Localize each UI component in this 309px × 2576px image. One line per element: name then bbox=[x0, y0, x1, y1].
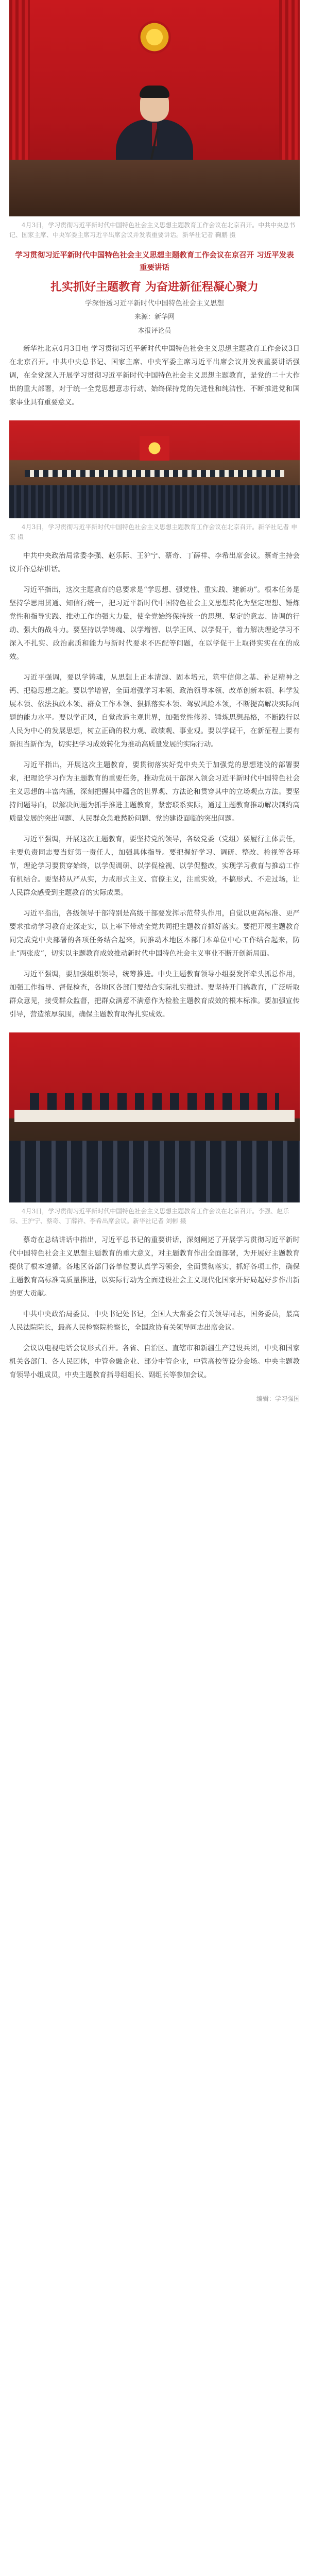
emblem-icon bbox=[140, 436, 169, 461]
paragraph: 中共中央政治局委员、中央书记处书记，全国人大常委会有关领导同志，国务委员，最高人民法院院长，最高人民检察院检察长，全国政协有关领导同志出席会议。 bbox=[9, 1310, 300, 1332]
paragraph: 习近平指出，各级领导干部特别是高级干部要发挥示范带头作用，自觉以更高标准、更严要求推动学习教育走深走实，以上率下带动全党共同把主题教育抓好落实。要把开展主题教育同完成党中央部署的各项任务结合起来，同推动本地区本部门本单位中心工作结合起来，防止“两张皮”，切实以主题教育成效推动新时代中国特色社会主义事业不断开创新局面。 bbox=[9, 909, 300, 958]
paragraph: 习近平强调，开展这次主题教育，要坚持党的领导，各级党委（党组）要履行主体责任，主要负责同志要当好第一责任人，加强具体指导。要把握好学习、调研、整改、检视等各环节，理论学习要贯穿始终，以学促调研、以学促检视、以学促整改，实现学习教育与推动工作有机结合。要坚持从严从实，力戒形式主义、官僚主义，注重实效，不搞形式、不走过场，让人民群众感受到主题教育的实际成果。 bbox=[9, 835, 300, 897]
podium-desk bbox=[9, 160, 300, 216]
emblem-icon bbox=[138, 21, 171, 54]
byline: 本报评论员 bbox=[138, 327, 171, 335]
paragraph: 习近平强调，要加强组织领导，统筹推进。中央主题教育领导小组要发挥牵头抓总作用，加强工作指导、督促检查，各地区各部门要结合实际扎实推进。要坚持开门搞教育，广泛听取群众意见，接受群众监督，把群众满意不满意作为检验主题教育成效的根本标准。要加强宣传引导，营造浓厚氛围，确保主题教育取得扎实成效。 bbox=[9, 970, 300, 1019]
front-audience bbox=[9, 1141, 300, 1202]
photo-caption-2: 4月3日，学习贯彻习近平新时代中国特色社会主义思想主题教育工作会议在北京召开。新华社记者 申宏 摄 bbox=[9, 523, 298, 540]
paragraph: 习近平指出，这次主题教育的总要求是“学思想、强党性、重实践、建新功”。根本任务是坚持学思用贯通、知信行统一，把习近平新时代中国特色社会主义思想转化为坚定理想、锤炼党性和指导实践、推动工作的强大力量，使全党始终保持统一的思想、坚定的意志、协调的行动、强大的战斗力。要坚持以学铸魂、以学增智、以学正风、以学促干，着力解决理论学习不深入不扎实、政治素质和能力与新时代要求不匹配等问题，在以学促干上取得实实在在的成效。 bbox=[9, 586, 300, 661]
headline-main: 扎实抓好主题教育 为奋进新征程凝心聚力 bbox=[50, 280, 259, 294]
headline-lead: 学习贯彻习近平新时代中国特色社会主义思想主题教育工作会议在京召开 习近平发表重要讲话 bbox=[15, 251, 294, 272]
headline-sub: 学深悟透习近平新时代中国特色社会主义思想 bbox=[85, 299, 224, 308]
source-line: 来源：新华网 bbox=[134, 313, 175, 321]
photo-caption-3: 4月3日，学习贯彻习近平新时代中国特色社会主义思想主题教育工作会议在北京召开。李强、赵乐际、王沪宁、蔡奇、丁薛祥、李希出席会议。新华社记者 刘彬 摄 bbox=[9, 1208, 289, 1225]
dais-photo bbox=[9, 1032, 300, 1202]
paragraph: 习近平强调，要以学铸魂，从思想上正本清源、固本培元，筑牢信仰之基、补足精神之钙、把稳思想之舵。要以学增智，全面增强学习本领、政治领导本领、改革创新本领、科学发展本领、依法执政本领、群众工作本领、狠抓落实本领、驾驭风险本领，不断提高解决实际问题的能力水平。要以学正风，自觉改造主观世界，加强党性修养、锤炼思想品格，不断践行以人民为中心的发展思想，树立正确的权力观、政绩观、事业观。要以学促干，在新征程上要有新担当新作为，切实把学习成效转化为推动高质量发展的实际行动。 bbox=[9, 673, 300, 749]
editor-footer: 编辑：学习强国 bbox=[256, 1395, 300, 1402]
paragraph: 习近平指出，开展这次主题教育，要贯彻落实好党中央关于加强党的思想建设的部署要求，把理论学习作为主题教育的重要任务，推动党员干部深入领会习近平新时代中国特色社会主义思想的丰富内涵，深刻把握其中蕴含的世界观、方法论和贯穿其中的立场观点方法。要坚持问题导向，以解决问题为抓手推进主题教育，紧密联系实际，通过主题教育推动解决制约高质量发展的突出问题、人民群众急难愁盼问题、党的建设面临的突出问题。 bbox=[9, 761, 300, 823]
dais-people bbox=[30, 1093, 279, 1111]
dais-row bbox=[25, 470, 284, 477]
dais-table bbox=[14, 1110, 295, 1122]
paragraph: 蔡奇在总结讲话中指出，习近平总书记的重要讲话，深刻阐述了开展学习贯彻习近平新时代中国特色社会主义思想主题教育的重大意义，对主题教育作出全面部署，为开展好主题教育提供了根本遵循。各地区各部门各单位要认真学习领会，全面贯彻落实，抓好各项工作，确保主题教育高标准高质量推进，以实际行动为全面建设社会主义现代化国家开好局起好步作出新的更大贡献。 bbox=[9, 1236, 300, 1298]
lead-photo bbox=[9, 0, 300, 216]
paragraph: 会议以电视电话会议形式召开。各省、自治区、直辖市和新疆生产建设兵团，中央和国家机关各部门、各人民团体，中管金融企业、部分中管企业，中管高校等设分会场。中央主题教育领导小组成员，中央主题教育指导组组长、副组长等参加会议。 bbox=[9, 1344, 300, 1379]
paragraph: 中共中央政治局常委李强、赵乐际、王沪宁、蔡奇、丁薛祥、李希出席会议。蔡奇主持会议并作总结讲话。 bbox=[9, 552, 300, 573]
hall-photo bbox=[9, 420, 300, 518]
audience-rows bbox=[9, 485, 300, 518]
photo-caption-1: 4月3日，学习贯彻习近平新时代中国特色社会主义思想主题教育工作会议在北京召开。中共中央总书记、国家主席、中央军委主席习近平出席会议并发表重要讲话。新华社记者 鞠鹏 摄 bbox=[9, 222, 296, 239]
paragraph: 新华社北京4月3日电 学习贯彻习近平新时代中国特色社会主义思想主题教育工作会议3日在北京召开。中共中央总书记、国家主席、中央军委主席习近平出席会议并发表重要讲话强调，在全党深入开展学习贯彻习近平新时代中国特色社会主义思想主题教育，是党的二十大作出的重大部署，对于统一全党思想意志行动、始终保持党的先进性和纯洁性、不断推进党和国家事业具有重要意义。 bbox=[9, 345, 300, 406]
